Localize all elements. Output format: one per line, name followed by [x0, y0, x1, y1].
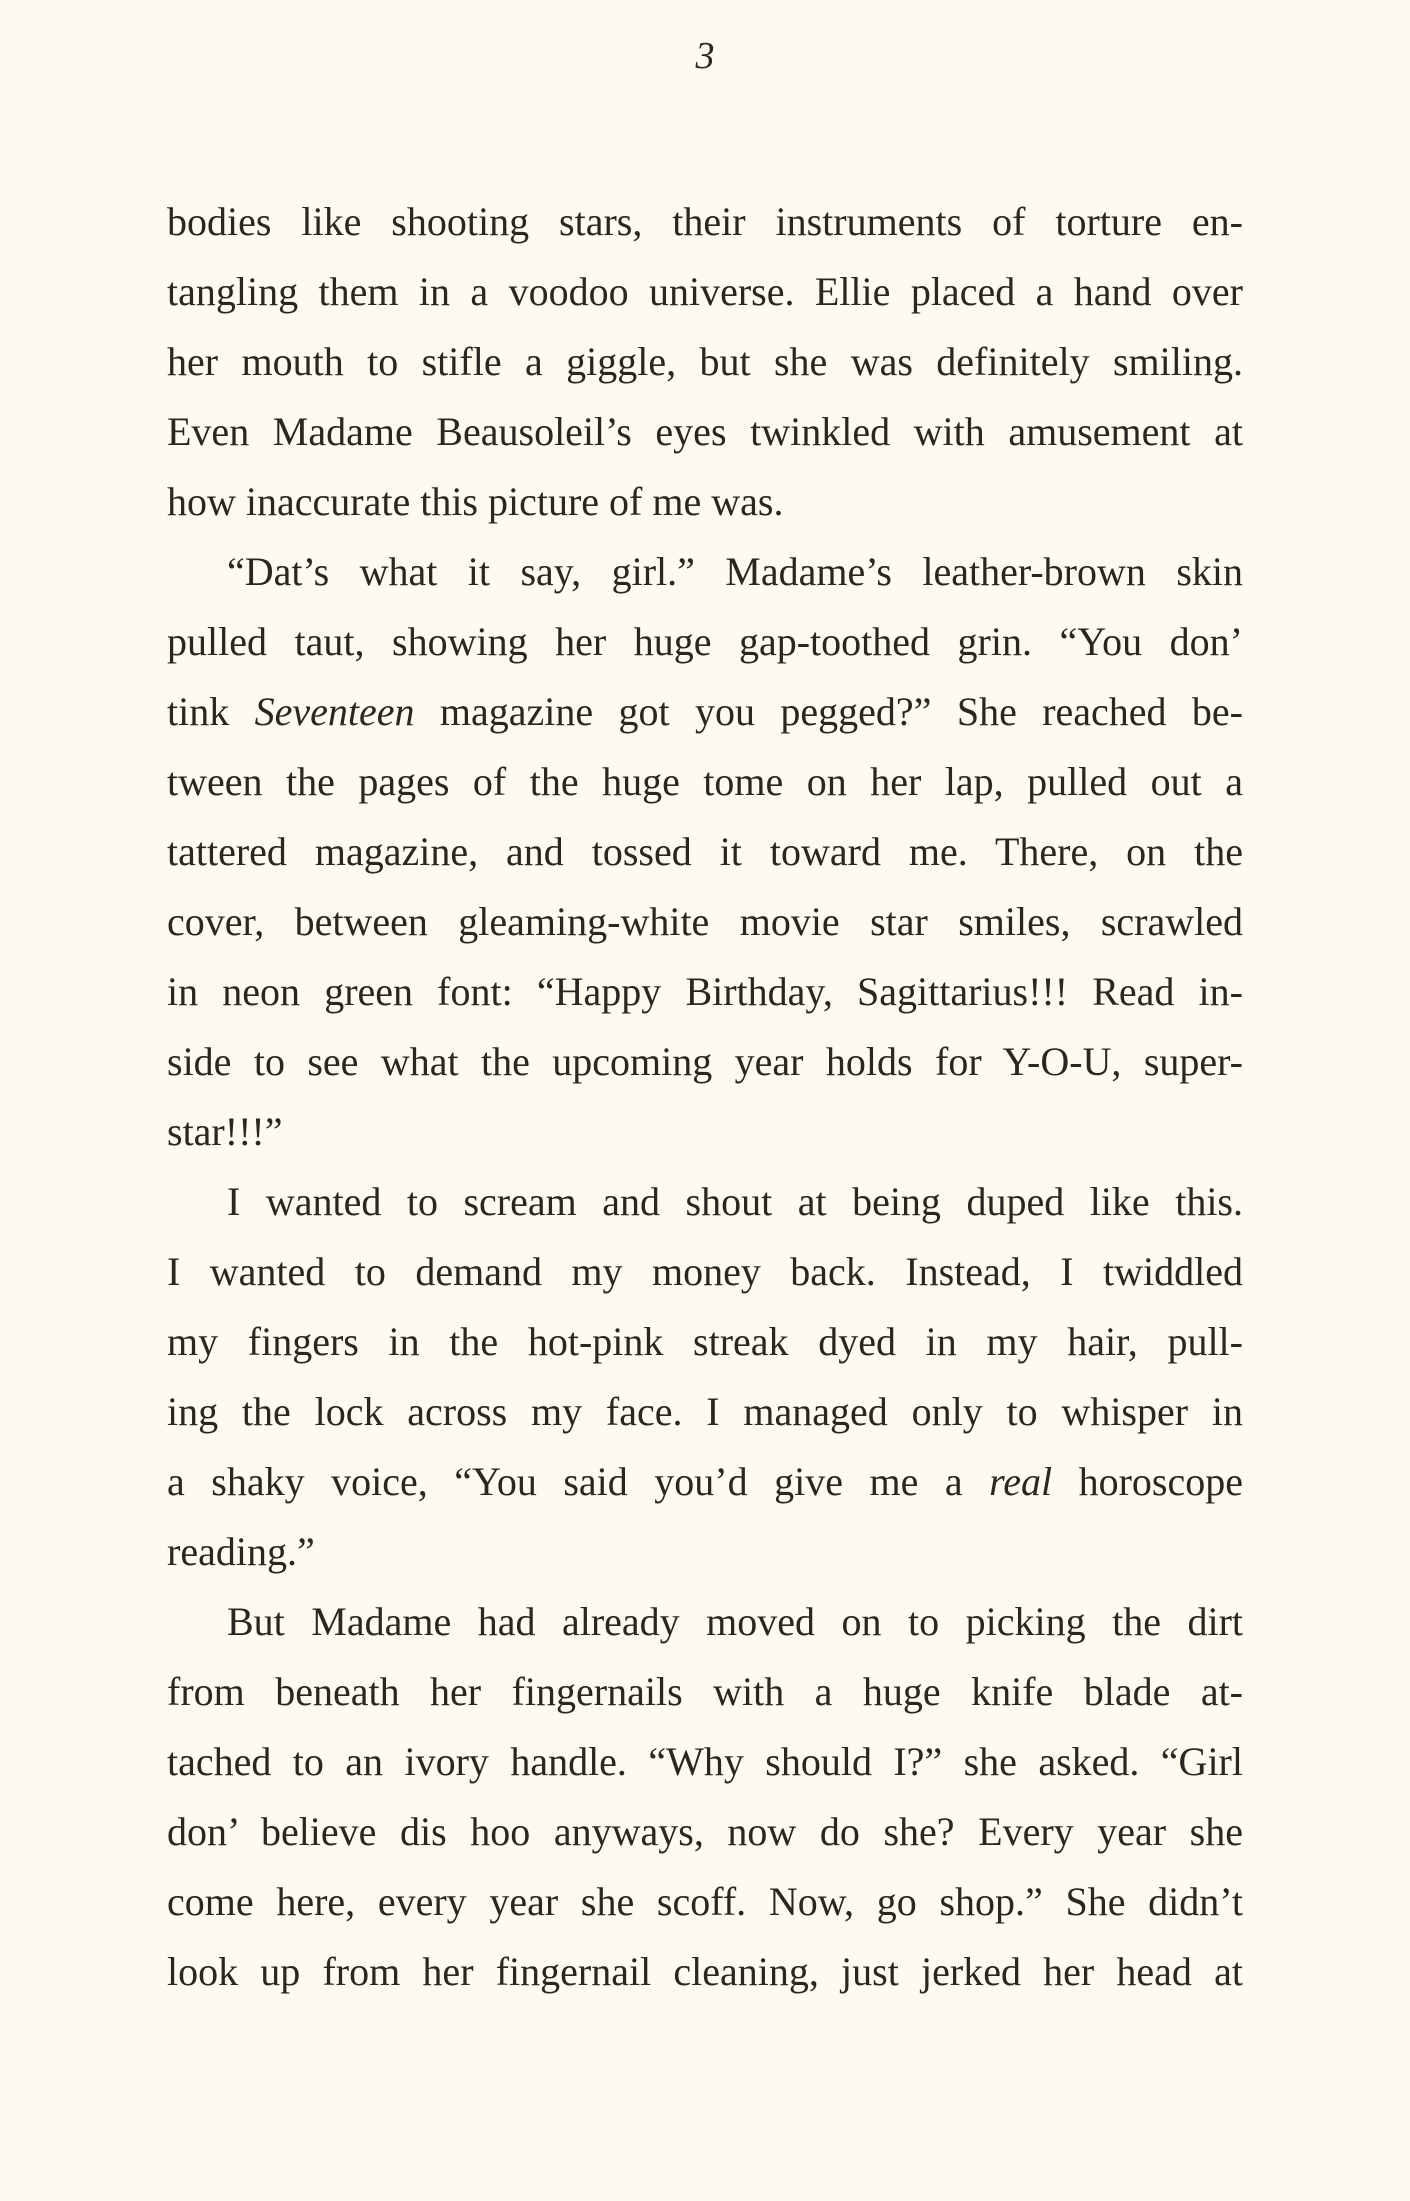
text-line: But Madame had already moved on to picking the dirt — [227, 1599, 1243, 1644]
italic-text: real — [989, 1459, 1053, 1504]
text-line: star!!!” — [167, 1109, 283, 1154]
text-line: her mouth to stifle a giggle, but she was definitely smiling. — [167, 339, 1243, 384]
text-line: bodies like shooting stars, their instruments of torture en- — [167, 199, 1243, 244]
text-line: in neon green font: “Happy Birthday, Sagittarius!!! Read in- — [167, 969, 1243, 1014]
text-line: pulled taut, showing her huge gap-toothed grin. “You don’ — [167, 619, 1243, 664]
text-line: my fingers in the hot-pink streak dyed in my hair, pull- — [167, 1319, 1243, 1364]
text-line: I wanted to demand my money back. Instead, I twiddled — [167, 1249, 1243, 1294]
text-line: ing the lock across my face. I managed only to whisper in — [167, 1389, 1243, 1434]
text-line: a shaky voice, “You said you’d give me a real horoscope — [167, 1459, 1243, 1504]
text-line: “Dat’s what it say, girl.” Madame’s leather-brown skin — [227, 549, 1243, 594]
text-line: Even Madame Beausoleil’s eyes twinkled with amusement at — [167, 409, 1243, 454]
text-line: cover, between gleaming-white movie star smiles, scrawled — [167, 899, 1243, 944]
text-line: tangling them in a voodoo universe. Ellie placed a hand over — [167, 269, 1243, 314]
text-line: side to see what the upcoming year holds for Y-O-U, super- — [167, 1039, 1243, 1084]
body-text — [167, 187, 1243, 2007]
text-line: tink Seventeen magazine got you pegged?” She reached be- — [167, 689, 1244, 734]
text-line: tached to an ivory handle. “Why should I?” she asked. “Girl — [167, 1739, 1243, 1784]
text-line: reading.” — [167, 1529, 315, 1574]
text-line: tattered magazine, and tossed it toward me. There, on the — [167, 829, 1243, 874]
italic-text: Seventeen — [254, 689, 415, 734]
text-line: how inaccurate this picture of me was. — [167, 479, 784, 524]
text-line: don’ believe dis hoo anyways, now do she? Every year she — [167, 1809, 1243, 1854]
text-line: from beneath her fingernails with a huge knife blade at- — [167, 1669, 1243, 1714]
page-number: 3 — [695, 35, 715, 77]
text-line: look up from her fingernail cleaning, just jerked her head at — [167, 1949, 1243, 1994]
text-line: I wanted to scream and shout at being duped like this. — [227, 1179, 1243, 1224]
text-line: tween the pages of the huge tome on her lap, pulled out a — [167, 759, 1243, 804]
text-line: come here, every year she scoff. Now, go shop.” She didn’t — [167, 1879, 1243, 1924]
